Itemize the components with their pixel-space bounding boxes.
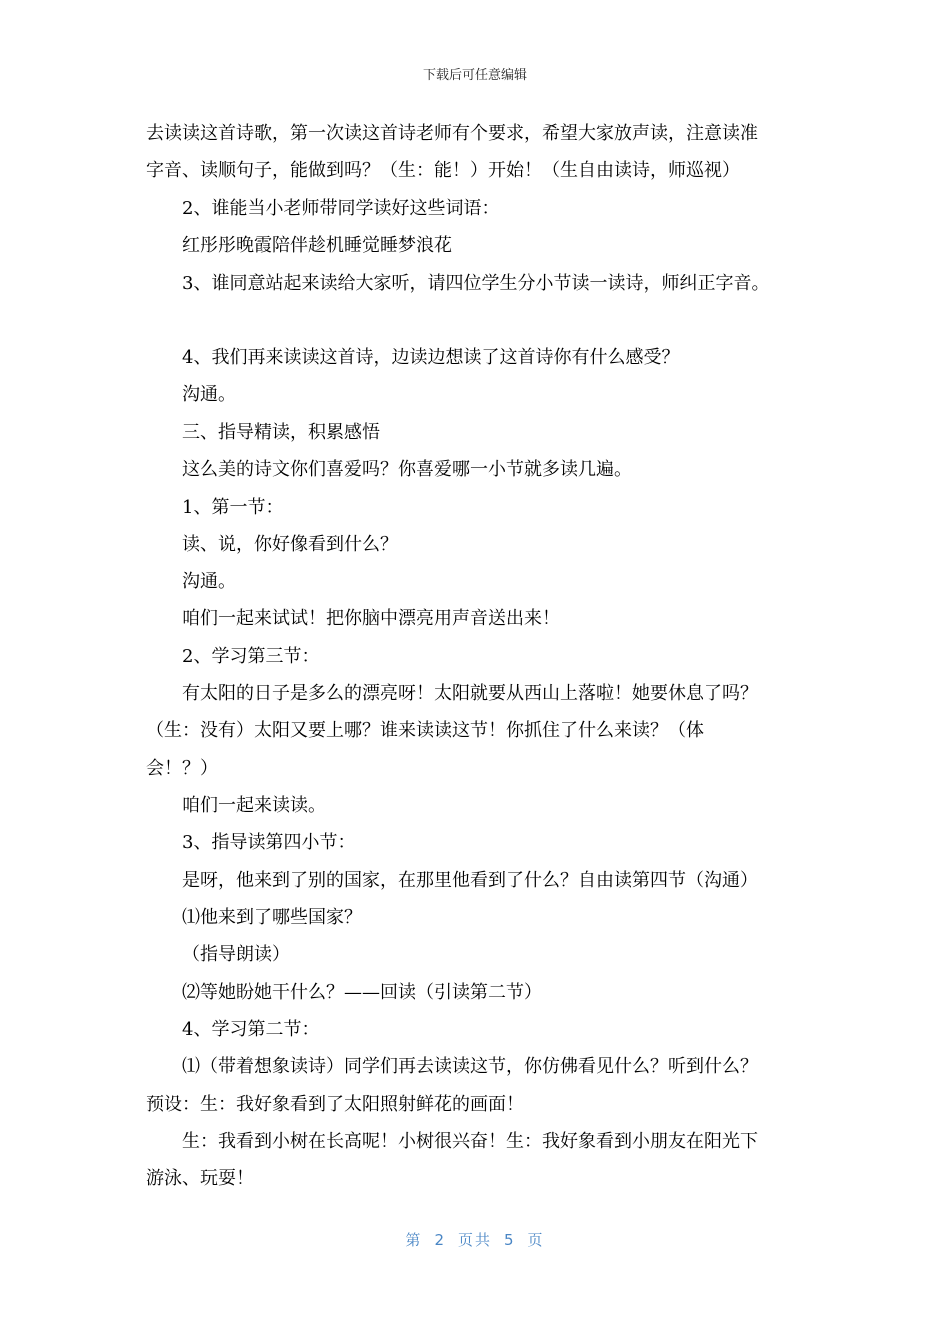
paragraph-line: 3、指导读第四小节：	[182, 832, 356, 853]
paragraph-line: 沟通。	[182, 571, 236, 592]
paragraph-line: 这么美的诗文你们喜爱吗？你喜爱哪一小节就多读几遍。	[182, 459, 632, 480]
paragraph-line: 3、谁同意站起来读给大家听，请四位学生分小节读一读诗，师纠正字音。	[182, 273, 770, 294]
paragraph-line: （生：没有）太阳又要上哪？谁来读读这节！你抓住了什么来读？（体	[146, 720, 704, 741]
page-footer	[0, 1229, 950, 1250]
paragraph-line: 沟通。	[182, 384, 236, 405]
footer-label: 页共	[457, 1231, 492, 1249]
paragraph-line: 去读读这首诗歌，第一次读这首诗老师有个要求，希望大家放声读，注意读准	[146, 123, 758, 144]
footer-label: 页	[527, 1231, 545, 1249]
paragraph-line: 1、第一节：	[182, 497, 284, 518]
paragraph-line: 2、谁能当小老师带同学读好这些词语：	[182, 198, 500, 219]
paragraph-line: ⑵等她盼她干什么？——回读（引读第二节）	[182, 982, 542, 1003]
paragraph-line: 红彤彤晚霞陪伴趁机睡觉睡梦浪花	[182, 235, 452, 256]
paragraph-line: 咱们一起来读读。	[182, 795, 326, 816]
paragraph-line: 咱们一起来试试！把你脑中漂亮用声音送出来！	[182, 608, 560, 629]
paragraph-line: ⑴他来到了哪些国家？	[182, 907, 362, 928]
page-number: 2	[434, 1231, 446, 1249]
paragraph-line: 字音、读顺句子，能做到吗？（生：能！）开始！（生自由读诗，师巡视）	[146, 160, 740, 181]
paragraph-line: 会！？）	[146, 758, 218, 779]
paragraph-line: （指导朗读）	[182, 944, 290, 965]
paragraph-line: 生：我看到小树在长高呢！小树很兴奋！生：我好象看到小朋友在阳光下	[182, 1131, 758, 1152]
section-heading: 三、指导精读，积累感悟	[182, 422, 380, 443]
paragraph-line: 游泳、玩耍！	[146, 1168, 254, 1189]
paragraph-line: 有太阳的日子是多么的漂亮呀！太阳就要从西山上落啦！她要休息了吗？	[182, 683, 758, 704]
paragraph-line: 读、说，你好像看到什么？	[182, 534, 398, 555]
paragraph-line: 4、我们再来读读这首诗，边读边想读了这首诗你有什么感受？	[182, 347, 680, 368]
paragraph-line: 4、学习第二节：	[182, 1019, 320, 1040]
paragraph-line: 预设：生：我好象看到了太阳照射鲜花的画面！	[146, 1094, 524, 1115]
footer-label: 第	[405, 1231, 423, 1249]
total-pages: 5	[504, 1231, 516, 1249]
paragraph-line: 是呀，他来到了别的国家，在那里他看到了什么？自由读第四节（沟通）	[182, 870, 758, 891]
paragraph-line: ⑴（带着想象读诗）同学们再去读读这节，你仿佛看见什么？听到什么？	[182, 1056, 758, 1077]
paragraph-line: 2、学习第三节：	[182, 646, 320, 667]
page-header: 下载后可任意编辑	[422, 68, 527, 83]
